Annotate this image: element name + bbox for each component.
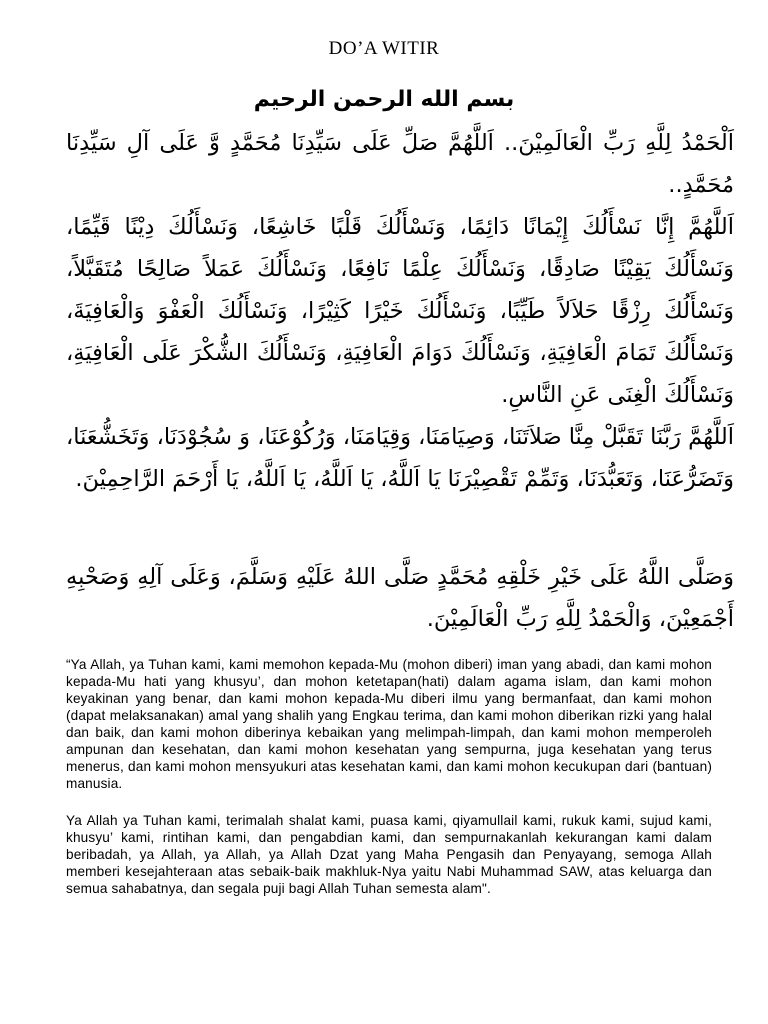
arabic-paragraph-supplication: اَللَّهُمَّ إِنَّا نَسْأَلُكَ إِيْمَانًا دَائِمًا، وَنَسْأَلُكَ قَلْبًا خَاشِعًا، وَنَسْأَلُكَ دِيْنًا قَيِّمًا، وَنَسْأَلُكَ يَقِيْنًا صَادِقًا، وَنَسْأَلُكَ عِلْمًا نَافِعًا، وَنَسْأَلُكَ عَمَلاً صَالِحًا مُتَقَبَّلاً، وَنَسْأَلُكَ رِزْقًا حَلاَلاً طَيِّبًا، وَنَسْأَلُكَ خَيْرًا كَثِيْرًا، وَنَسْأَلُكَ الْعَفْوَ وَالْعَافِيَةَ، وَنَسْأَلُكَ تَمَامَ الْعَافِيَةِ، وَنَسْأَلُكَ دَوَامَ الْعَافِيَةِ، وَنَسْأَلُكَ الشُّكْرَ عَلَى الْعَافِيَةِ، وَنَسْأَلُكَ الْغِنَى عَنِ النَّاسِ.	[66, 214, 734, 408]
basmala-heading: بسم الله الرحمن الرحيم	[253, 87, 515, 112]
translation-paragraph-second: Ya Allah ya Tuhan kami, terimalah shalat kami, puasa kami, qiyamullail kami, rukuk kami, sujud kami, khusyu’ kami, rintihan kami, dan pengabdian kami, dan sempurnakanlah kekurangan kami dalam beribadah, ya Allah, ya Allah, ya Allah Dzat yang Maha Pengasih dan Penyayang, semoga Allah memberi kesejahteraan atas sebaik-baik makhluk-Nya yaitu Nabi Muhammad SAW, atas keluarga dan semua sahabatnya, dan segala puji bagi Allah Tuhan semesta alam".	[66, 813, 712, 896]
arabic-paragraph-acceptance: اَللَّهُمَّ رَبَّنَا تَقَبَّلْ مِنَّا صَلاَتَنَا، وَصِيَامَنَا، وَقِيَامَنَا، وَرُكُوْعَنَا، وَ سُجُوْدَنَا، وَتَخَشُّعَنَا، وَتَضَرُّعَنَا، وَتَعَبُّدَنَا، وَتَمِّمْ تَقْصِيْرَنَا يَا اَللَّهُ، يَا اَللَّهُ، يَا اَللَّهُ، يَا أَرْحَمَ الرَّاحِمِيْنَ.	[65, 424, 734, 492]
document-title: DO’A WITIR	[328, 38, 440, 59]
translation-paragraph-first: “Ya Allah, ya Tuhan kami, kami memohon kepada-Mu (mohon diberi) iman yang abadi, dan kami mohon kepada-Mu hati yang khusyu’, dan mohon ketetapan(hati) dalam agama islam, dan kami mohon keyakinan yang benar, dan kami mohon kepada-Mu diberi ilmu yang bermanfaat, dan kami mohon (dapat melaksanakan) amal yang shalih yang Engkau terima, dan kami mohon diberikan rizki yang halal dan baik, dan kami mohon diberinya kebaikan yang melimpah-limpah, dan kami mohon memperoleh ampunan dan kesehatan, dan kami mohon kesehatan yang sempurna, juga kesehatan yang terus menerus, dan kami mohon mensyukuri atas kesehatan kami, dan kami mohon kecukupan dari (bantuan) manusia.	[66, 657, 712, 791]
arabic-paragraph-opening: اَلْحَمْدُ لِلَّهِ رَبِّ الْعَالَمِيْنَ.. اَللَّهُمَّ صَلِّ عَلَى سَيِّدِنَا مُحَمَّدٍ وَّ عَلَى آلِ سَيِّدِنَا مُحَمَّدٍ..	[66, 130, 734, 198]
arabic-paragraph-salawat: وَصَلَّى اللَّهُ عَلَى خَيْرِ خَلْقِهِ مُحَمَّدٍ صَلَّى اللهُ عَلَيْهِ وَسَلَّمَ، وَعَلَى آلِهِ وَصَحْبِهِ أَجْمَعِيْنَ، وَالْحَمْدُ لِلَّهِ رَبِّ الْعَالَمِيْنَ.	[66, 564, 734, 632]
